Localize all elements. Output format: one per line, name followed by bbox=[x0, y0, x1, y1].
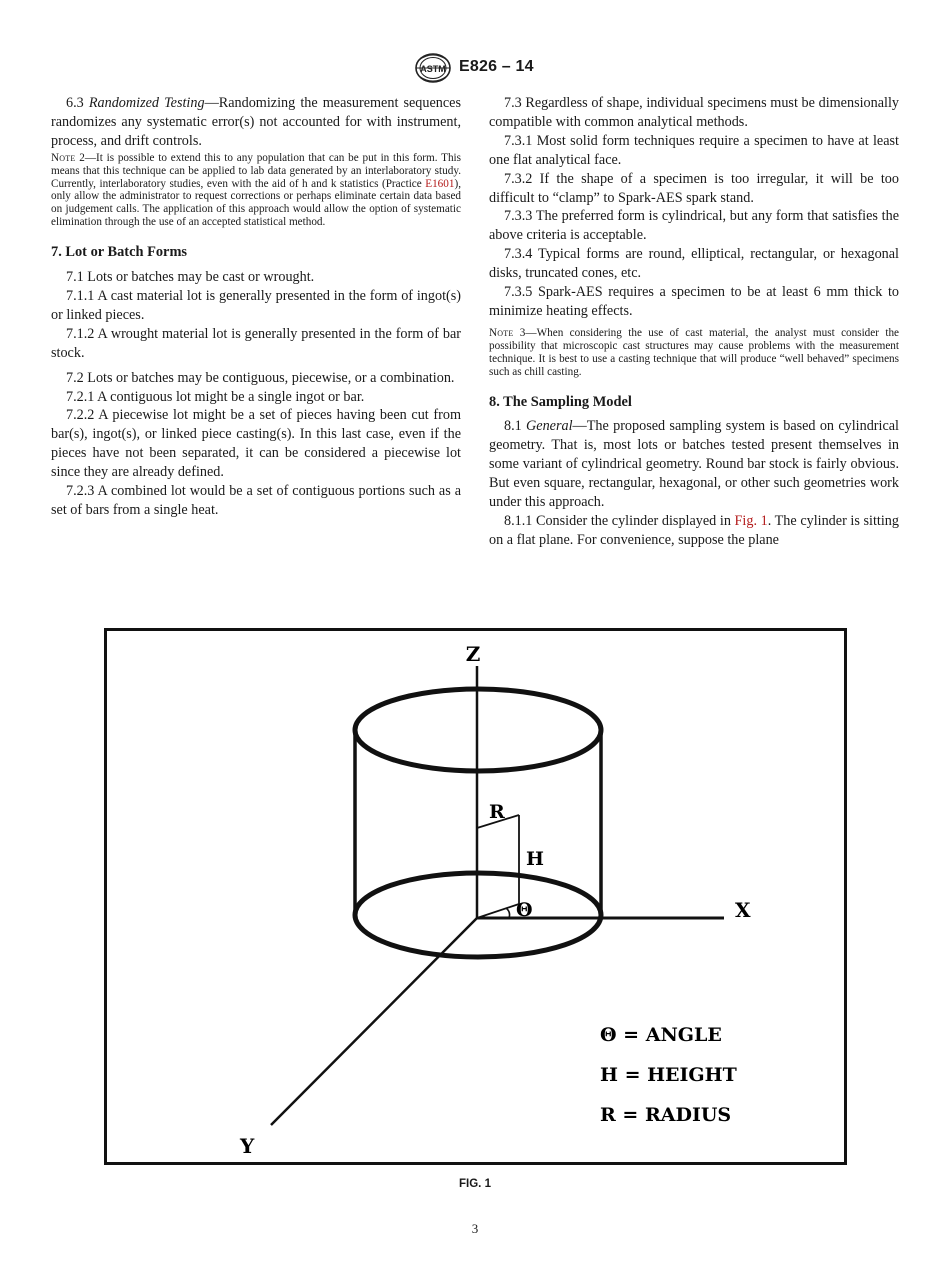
page-number: 3 bbox=[471, 1221, 479, 1236]
document-id: E826 – 14 bbox=[459, 58, 534, 75]
legend-angle: Θ = ANGLE bbox=[600, 1024, 722, 1046]
paragraph-8-1-1: 8.1.1 Consider the cylinder displayed in Fig. 1. The cylinder is sitting on a flat plane. For convenience, suppose the plane bbox=[489, 512, 899, 548]
figure-caption: FIG. 1 bbox=[459, 1178, 491, 1190]
svg-text:ASTM: ASTM bbox=[420, 64, 446, 74]
x-axis-label: X bbox=[735, 898, 751, 922]
right-column bbox=[489, 94, 899, 550]
radius-bottom-line bbox=[477, 904, 519, 918]
paragraph-7-3-5: 7.3.5 Spark-AES requires a specimen to be at least 6 mm thick to minimize heating effects. bbox=[489, 284, 899, 319]
paragraph-7-2-2: 7.2.2 A piecewise lot might be a set of pieces having been cut from bar(s), ingot(s), or linked piece casting(s). In this last case, even if the pieces have not been separated, it can be considered a piecewise lot since they are already defined. bbox=[51, 407, 461, 481]
page-header bbox=[0, 52, 950, 88]
paragraph-8-1: 8.1 General—The proposed sampling system is based on cylindrical geometry. That is, most lots or batches tested present themselves in some variant of cylindrical geometry. Round bar stock is fairly obvious. But even square, rectangular, hexagonal, or other such geometries work under this approach. bbox=[489, 418, 899, 511]
paragraph-7-3-4: 7.3.4 Typical forms are round, elliptical, rectangular, or hexagonal disks, truncated cones, etc. bbox=[489, 246, 899, 282]
z-axis-label: Z bbox=[465, 642, 481, 666]
paragraph-7-2: 7.2 Lots or batches may be contiguous, piecewise, or a combination. bbox=[66, 369, 455, 386]
cylinder-diagram bbox=[107, 631, 844, 1162]
paragraph-7-3: 7.3 Regardless of shape, individual specimens must be dimensionally compatible with common analytical methods. bbox=[489, 95, 899, 130]
radius-label: R bbox=[489, 801, 505, 823]
paragraph-7-2-1: 7.2.1 A contiguous lot might be a single ingot or bar. bbox=[66, 388, 365, 405]
height-label: H bbox=[526, 848, 544, 870]
paragraph-7-2-3: 7.2.3 A combined lot would be a set of contiguous portions such as a set of bars from a single heat. bbox=[51, 483, 461, 518]
paragraph-7-1: 7.1 Lots or batches may be cast or wrought. bbox=[66, 269, 315, 286]
e1601-link[interactable]: E1601 bbox=[425, 177, 455, 190]
paragraph-7-3-3: 7.3.3 The preferred form is cylindrical, but any form that satisfies the above criteria is acceptable. bbox=[489, 208, 899, 244]
figure-1-cylinder-diagram bbox=[104, 628, 847, 1165]
paragraph-7-1-2: 7.1.2 A wrought material lot is generally presented in the form of bar stock. bbox=[51, 325, 461, 361]
section-8-heading: 8. The Sampling Model bbox=[489, 393, 632, 410]
left-column bbox=[51, 94, 461, 520]
paragraph-7-3-2: 7.3.2 If the shape of a specimen is too irregular, it will be too difficult to “clamp” to Spark-AES spark stand. bbox=[489, 170, 899, 206]
legend-radius: R = RADIUS bbox=[600, 1104, 732, 1126]
y-axis-line bbox=[271, 918, 477, 1125]
paragraph-7-1-1: 7.1.1 A cast material lot is generally presented in the form of ingot(s) or linked pieces. bbox=[51, 287, 461, 323]
paragraph-6-3: 6.3 Randomized Testing—Randomizing the measurement sequences randomizes any systematic error(s) not accounted for with instrument, process, and drift controls. bbox=[51, 95, 461, 149]
note-2: Note 2—It is possible to extend this to any population that can be put in this form. This means that this technique can be applied to lab data generated by an interlaboratory study. Currently, interlaboratory studies, even with the aid of h and k statistics (Practice E1601), only allow the administrator to request corrections or perhaps eliminate certain data based on judgement calls. The application of this approach would allow the option of systematic elimination through the use of an accepted statistical method. bbox=[51, 151, 461, 229]
astm-logo-icon bbox=[413, 52, 453, 84]
paragraph-7-3-1: 7.3.1 Most solid form techniques require a specimen to have at least one flat analytical face. bbox=[489, 132, 899, 168]
section-7-heading: 7. Lot or Batch Forms bbox=[51, 244, 188, 261]
y-axis-label: Y bbox=[240, 1134, 255, 1158]
theta-label: Θ bbox=[516, 899, 533, 921]
note-3: Note 3—When considering the use of cast material, the analyst must consider the possibility that microscopic cast structures may cause problems with the measurement technique. It is best to use a casting technique that will produce “well behaved” specimens such as chill casting. bbox=[489, 326, 900, 378]
legend-height: H = HEIGHT bbox=[600, 1064, 737, 1086]
fig-1-link[interactable]: Fig. 1 bbox=[734, 512, 768, 529]
